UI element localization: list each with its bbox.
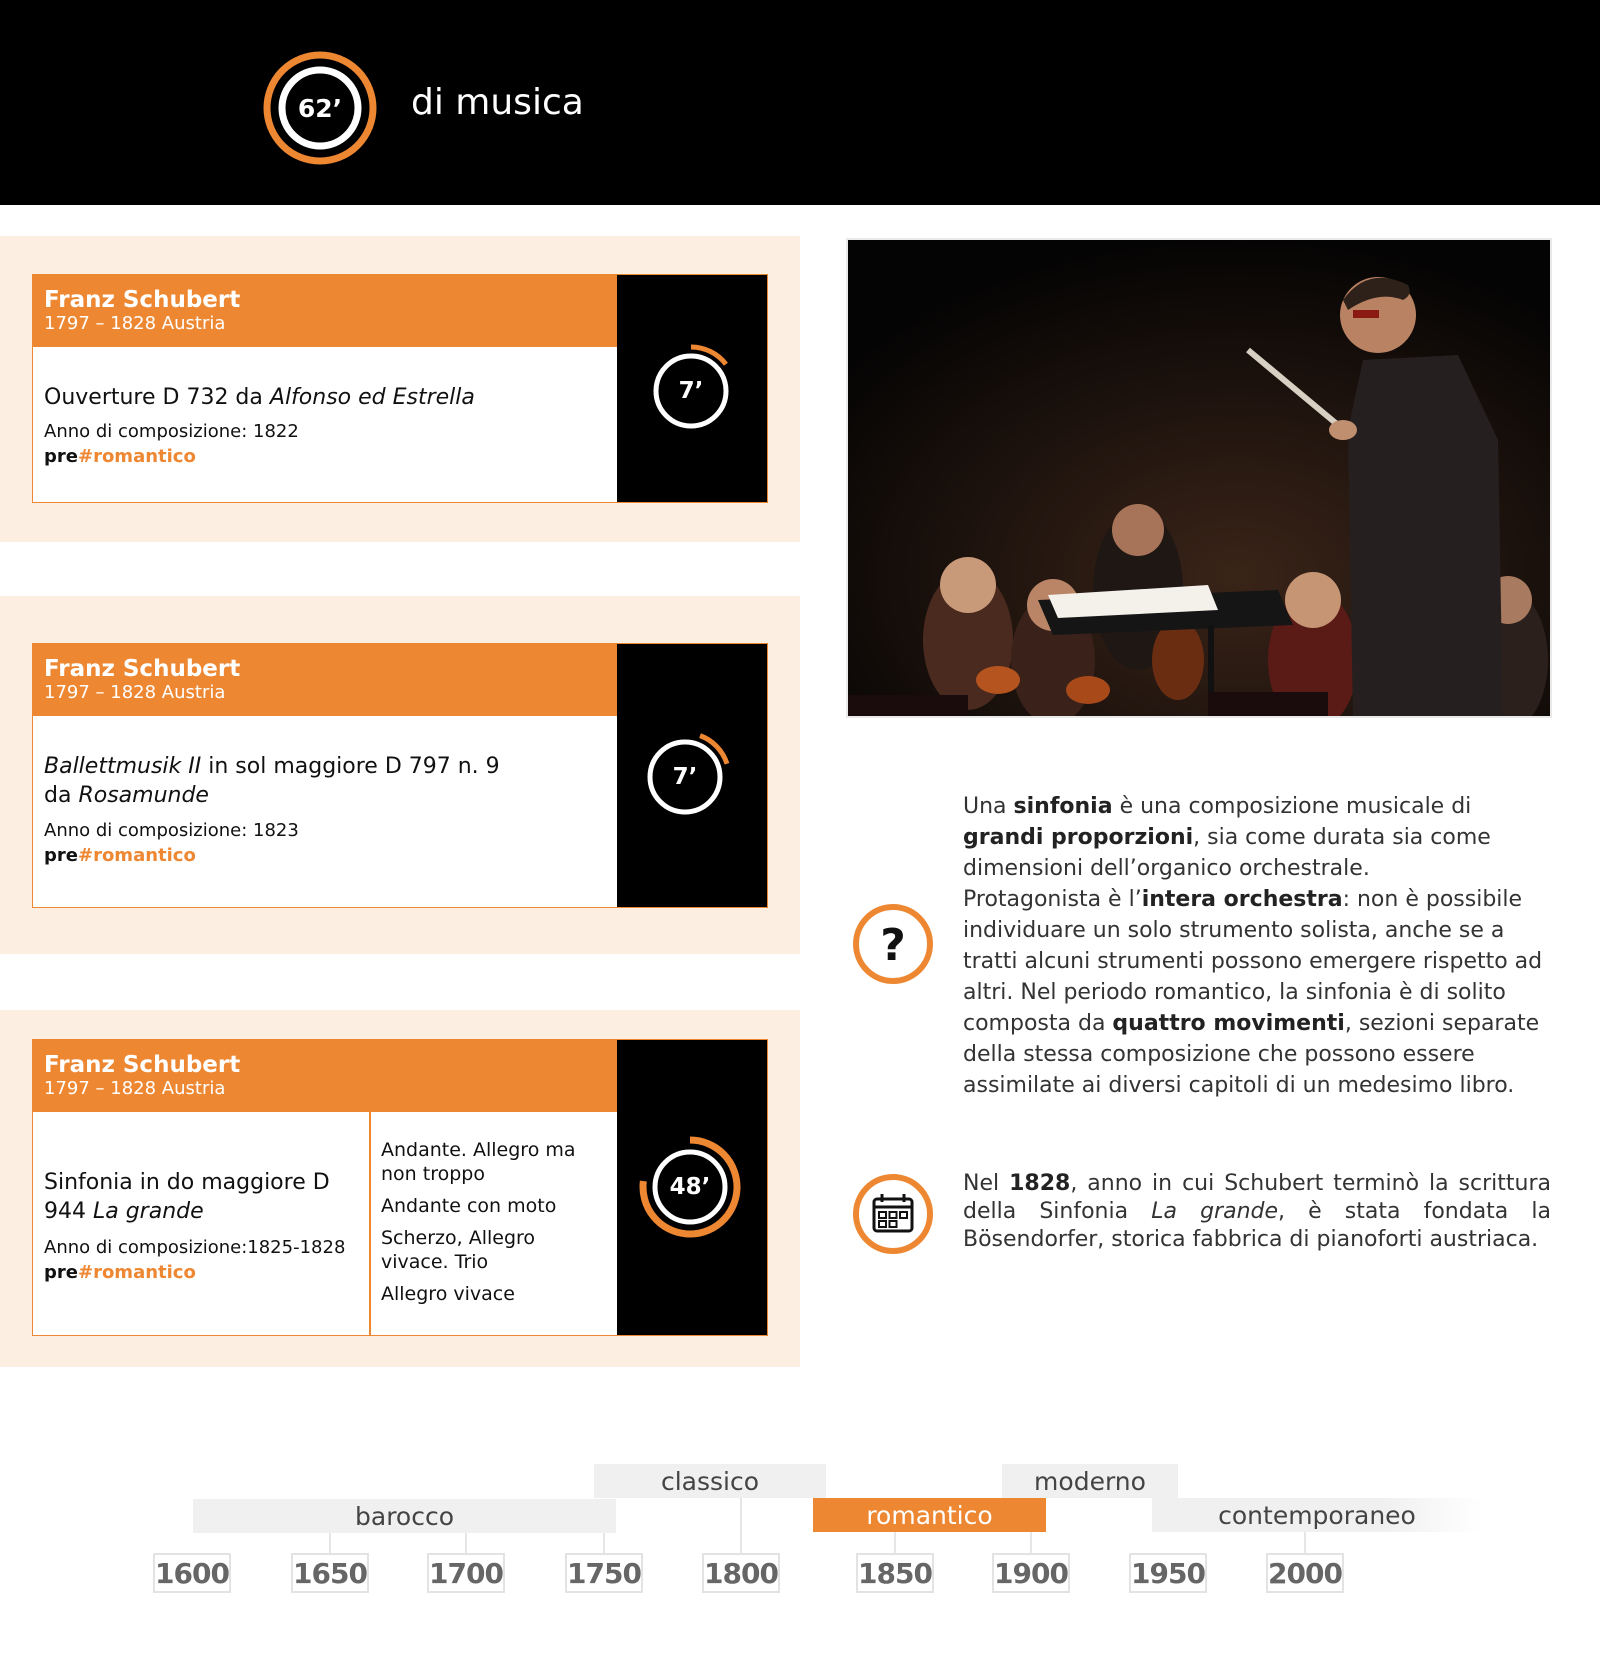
composer-lifespan: 1797 – 1828 Austria xyxy=(44,1078,226,1099)
timeline-tick xyxy=(740,1498,742,1553)
duration-panel xyxy=(617,644,767,907)
text-run: : non è possibile individuare un solo strumento solista, anche se a tratti alcuni strumenti possono emergere rispetto ad altri. Nel periodo romantico, la sinfonia è di solito composta da xyxy=(963,887,1543,1036)
composer-name: Franz Schubert xyxy=(44,287,241,313)
work-title-italic: Rosamunde xyxy=(78,783,209,808)
timeline-tick xyxy=(603,1531,605,1553)
duration-label: 48’ xyxy=(669,1174,711,1200)
timeline-tick xyxy=(1304,1531,1306,1553)
work-title-italic: Ballettmusik II xyxy=(44,754,202,779)
page-title: di musica xyxy=(411,82,584,123)
text-run: , sezioni separate della stessa composizione che possono essere assimilate ai diversi capitoli di un medesimo libro. xyxy=(963,1011,1540,1098)
composition-year: Anno di composizione: 1823 xyxy=(44,820,299,841)
work-title-italic: La grande xyxy=(92,1199,204,1224)
timeline-year: 1650 xyxy=(291,1553,369,1593)
timeline-year: 1850 xyxy=(856,1553,934,1593)
duration-panel xyxy=(617,1040,767,1335)
composer-lifespan: 1797 – 1828 Austria xyxy=(44,313,226,334)
total-duration-label: 62’ xyxy=(297,93,343,123)
timeline-tick xyxy=(465,1531,467,1553)
timeline-tick xyxy=(894,1531,896,1553)
timeline-year: 1750 xyxy=(565,1553,643,1593)
period-tag xyxy=(44,845,196,866)
text-run: , anno in cui Schubert terminò la scrittura della Sinfonia xyxy=(963,1171,1551,1224)
work-title xyxy=(44,1168,362,1226)
work-title-italic: Alfonso ed Estrella xyxy=(269,385,475,410)
timeline-year: 1800 xyxy=(702,1553,780,1593)
timeline-tick xyxy=(1030,1531,1032,1553)
card-header xyxy=(33,644,619,716)
text-bold: intera orchestra xyxy=(1141,887,1343,912)
duration-label: 7’ xyxy=(672,764,698,790)
duration-panel xyxy=(617,275,767,502)
work-title-text: da xyxy=(44,783,79,808)
movement-item: Allegro vivace xyxy=(381,1283,515,1305)
period-tag xyxy=(44,1262,196,1283)
header-banner xyxy=(0,0,1600,205)
timeline-year: 2000 xyxy=(1266,1553,1344,1593)
piece-card xyxy=(32,643,768,908)
card-body xyxy=(33,716,619,907)
era-contemporaneo: contemporaneo xyxy=(1152,1498,1482,1532)
question-icon xyxy=(851,902,935,986)
text-bold: quattro movimenti xyxy=(1112,1011,1345,1036)
text-run: , è stata fondata la Bösendorfer, storica fabbrica di pianoforti austriaca. xyxy=(963,1199,1551,1252)
composition-year: Anno di composizione: 1822 xyxy=(44,421,299,442)
card-header xyxy=(33,1040,619,1112)
era-classico: classico xyxy=(594,1464,826,1498)
calendar-icon xyxy=(851,1172,935,1256)
era-barocco: barocco xyxy=(193,1499,616,1533)
text-run: Nel xyxy=(963,1171,1010,1196)
piece-card xyxy=(32,274,768,503)
card-body xyxy=(33,347,619,502)
period-tag-prefix: pre xyxy=(44,446,78,467)
period-tag xyxy=(44,446,196,467)
orchestra-photo xyxy=(846,238,1552,718)
calendar-fact xyxy=(963,1170,1551,1254)
movements-list xyxy=(381,1138,606,1314)
period-tag-hash: #romantico xyxy=(77,1262,196,1283)
work-title-text: in sol maggiore D 797 n. 9 xyxy=(201,754,500,779)
text-bold: grandi proporzioni xyxy=(963,825,1194,850)
sinfonia-description xyxy=(963,791,1551,1101)
composer-lifespan: 1797 – 1828 Austria xyxy=(44,682,226,703)
card-body xyxy=(33,1112,619,1335)
composer-name: Franz Schubert xyxy=(44,1052,241,1078)
work-title-text: Ouverture D 732 da xyxy=(44,385,270,410)
period-tag-hash: #romantico xyxy=(77,446,196,467)
work-title xyxy=(44,383,604,412)
timeline-year: 1600 xyxy=(153,1553,231,1593)
timeline-year: 1950 xyxy=(1129,1553,1207,1593)
era-moderno: moderno xyxy=(1002,1464,1178,1498)
card-header xyxy=(33,275,619,347)
text-italic: La grande xyxy=(1151,1199,1279,1224)
text-run: è una composizione musicale di xyxy=(1112,794,1472,819)
svg-text:?: ? xyxy=(880,920,906,971)
period-tag-hash: #romantico xyxy=(77,845,196,866)
duration-label: 7’ xyxy=(678,378,704,404)
text-bold: sinfonia xyxy=(1013,794,1113,819)
timeline-year: 1700 xyxy=(427,1553,505,1593)
text-bold: 1828 xyxy=(1009,1171,1071,1196)
composition-year: Anno di composizione:1825-1828 xyxy=(44,1237,346,1258)
movement-item: Andante. Allegro ma non troppo xyxy=(381,1139,576,1185)
period-tag-prefix: pre xyxy=(44,1262,78,1283)
movement-item: Scherzo, Allegro vivace. Trio xyxy=(381,1227,536,1273)
column-divider xyxy=(369,1112,371,1335)
text-run: , sia come durata sia come dimensioni dell’organico orchestrale. xyxy=(963,825,1491,881)
piece-card xyxy=(32,1039,768,1336)
movement-item: Andante con moto xyxy=(381,1195,557,1217)
timeline-year: 1900 xyxy=(992,1553,1070,1593)
work-title-text: Sinfonia in do maggiore D 944 xyxy=(44,1170,330,1224)
period-tag-prefix: pre xyxy=(44,845,78,866)
work-title xyxy=(44,752,614,810)
text-run: Protagonista è l’ xyxy=(963,887,1142,912)
text-run: Una xyxy=(963,794,1014,819)
timeline-tick xyxy=(329,1531,331,1553)
composer-name: Franz Schubert xyxy=(44,656,241,682)
era-romantico: romantico xyxy=(813,1498,1046,1532)
